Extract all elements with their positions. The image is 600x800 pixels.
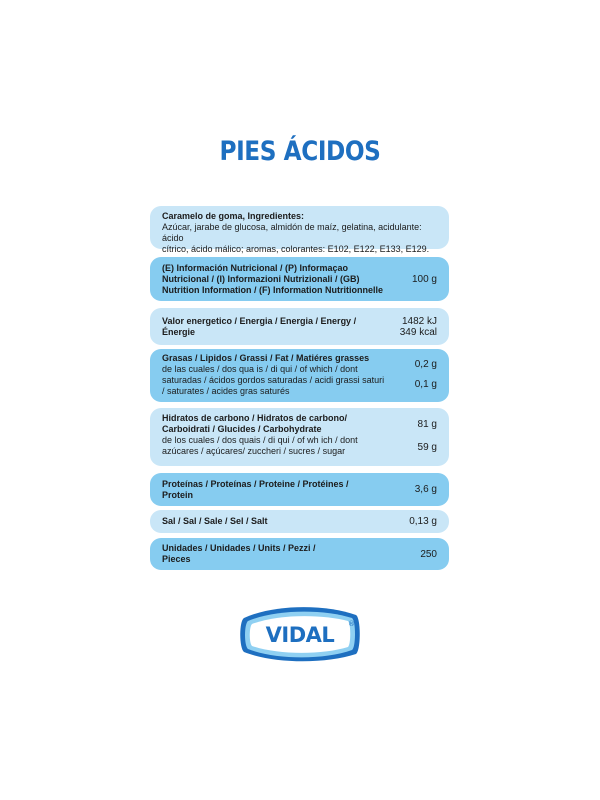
logo-registered-mark: ® xyxy=(348,620,355,628)
protein-value: 3,6 g xyxy=(414,484,437,495)
ingredients-panel xyxy=(150,206,449,254)
units-value: 250 xyxy=(420,548,437,560)
fat-label-line-1: Grasas / Lipidos / Grassi / Fat / Matiéres grasses xyxy=(162,353,370,363)
salt-label: Sal / Sal / Sale / Sel / Salt xyxy=(162,516,268,526)
salt-value: 0,13 g xyxy=(409,516,437,527)
salt-panel xyxy=(150,510,449,533)
energy-panel xyxy=(150,308,449,345)
ingredients-line-2: cítrico, ácido málico; aromas, colorantes: E102, E122, E133, E129. xyxy=(162,244,430,254)
carbs-label-line-2: Carboidrati / Glucides / Carbohydrate xyxy=(162,424,322,434)
fat-label-line-3: saturadas / ácidos gordos saturadas / acidi grassi saturi xyxy=(162,375,385,385)
carbohydrates-panel xyxy=(150,408,449,466)
nutrition-header-line-3: Nutrition Information / (F) Information Nutritionnelle xyxy=(162,284,383,295)
vidal-logo xyxy=(238,606,362,662)
units-label-line-2: Pieces xyxy=(162,554,191,564)
carbs-label-line-4: azúcares / açúcares/ zuccheri / sucres / sugar xyxy=(162,446,346,456)
ingredients-line-1: Azúcar, jarabe de glucosa, almidón de maíz, gelatina, acidulante: ácido xyxy=(162,222,422,243)
nutrition-header-value: 100 g xyxy=(411,273,437,285)
nutrition-header-line-1: (E) Información Nutricional / (P) Informaçao xyxy=(162,262,349,273)
logo-text: VIDAL xyxy=(265,623,335,647)
energy-label-line-1: Valor energetico / Energia / Energia / Energy / xyxy=(162,315,357,326)
energy-label-line-2: Énergie xyxy=(162,326,196,337)
nutrition-header-line-2: Nutricional / (I) Informazioni Nutrizionali / (GB) xyxy=(162,273,360,284)
nutrition-header-panel xyxy=(150,257,449,301)
ingredients-heading: Caramelo de goma, Ingredientes: xyxy=(162,211,305,221)
energy-kcal-value: 349 kcal xyxy=(399,326,437,338)
protein-label-line-1: Proteínas / Proteínas / Proteine / Protéines / xyxy=(162,478,349,489)
energy-kj-value: 1482 kJ xyxy=(401,315,437,327)
fat-panel xyxy=(150,349,449,402)
carbs-sugar-value: 59 g xyxy=(417,442,437,453)
carbs-label-line-3: de los cuales / dos quais / di qui / of wh ich / dont xyxy=(162,435,358,445)
carbs-label-line-1: Hidratos de carbono / Hidratos de carbono/ xyxy=(162,413,348,423)
carbs-total-value: 81 g xyxy=(417,419,437,430)
units-panel xyxy=(150,538,449,570)
fat-saturated-value: 0,1 g xyxy=(414,379,437,390)
units-label-line-1: Unidades / Unidades / Units / Pezzi / xyxy=(162,543,316,553)
product-title: PIES ÁCIDOS xyxy=(219,136,381,167)
fat-total-value: 0,2 g xyxy=(414,359,437,370)
fat-label-line-4: / saturates / acides gras saturés xyxy=(162,386,290,396)
fat-label-line-2: de las cuales / dos qua is / di qui / of which / dont xyxy=(162,364,358,374)
protein-panel xyxy=(150,473,449,506)
protein-label-line-2: Protein xyxy=(162,489,194,500)
